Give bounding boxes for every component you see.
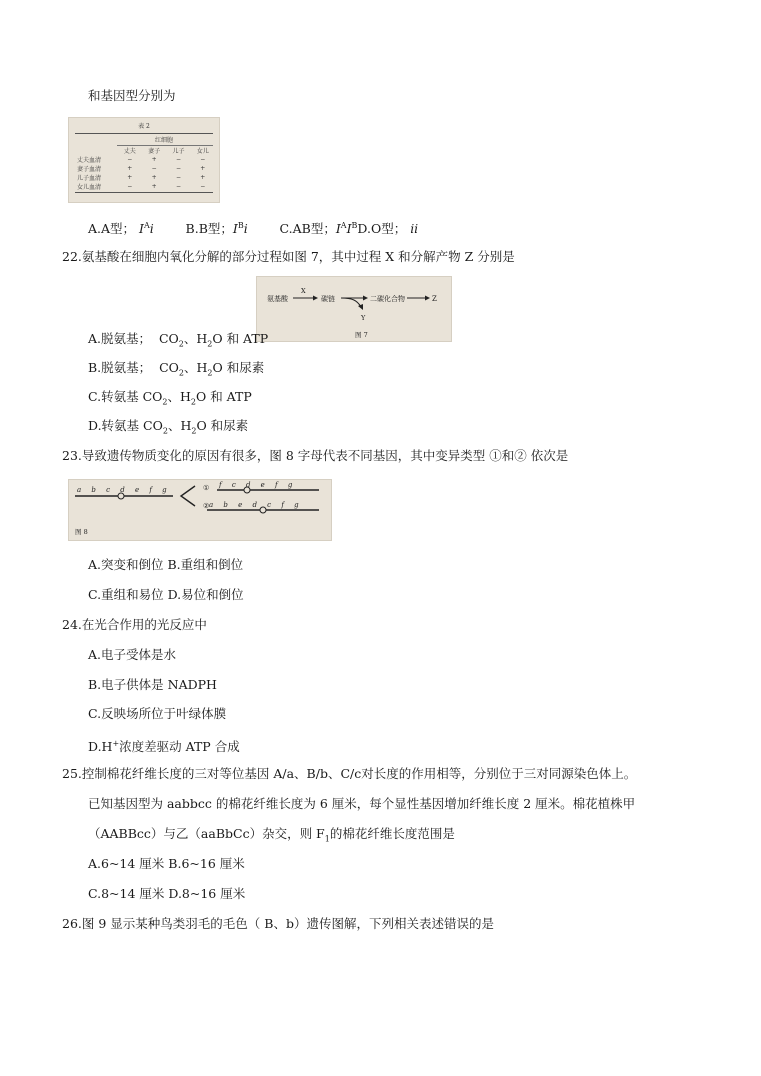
table-group-header: 红细胞 (154, 137, 173, 144)
q22-option-d: D.转氨基 $CO_2$、$H_2O$ 和尿素 (88, 418, 249, 436)
table-col-header: 丈夫 (123, 148, 136, 155)
table-cell: − (200, 156, 206, 163)
table-row (75, 182, 215, 191)
fig8-marker-2: ② (203, 502, 210, 510)
q25-line-3: （AABBcc）与乙（aaBbCc）杂交，则 $F_1$的棉花纤维长度范围是 (88, 826, 455, 844)
table-col-header (75, 146, 118, 155)
q22-option-c: C.转氨基 $CO_2$、$H_2O$ 和 ATP (88, 389, 252, 407)
q24-option-b: B.电子供体是 NADPH (88, 677, 217, 692)
q25-line-1: 25.控制棉花纤维长度的三对等位基因 A/a、B/b、C/c对长度的作用相等，分别位于三对同源染色体上。 (62, 766, 637, 781)
table-row-label: 妻子血清 (77, 166, 102, 173)
table-cell: + (151, 156, 157, 163)
figure-8-photo (68, 479, 332, 541)
figure-7-photo (256, 276, 452, 342)
fig7-label-x: X (301, 287, 306, 295)
fig8-top-genes: f c d e f g (219, 481, 297, 489)
q23-options-cd: C.重组和易位 D.易位和倒位 (88, 587, 244, 602)
q21-lead: 和基因型分别为 (88, 88, 176, 103)
q22-stem: 22.氨基酸在细胞内氧化分解的部分过程如图 7，其中过程 X 和分解产物 Z 分别是 (62, 249, 515, 264)
q22-option-b: B.脱氨基； $CO_2$、$H_2O$ 和尿素 (88, 360, 265, 378)
fig8-caption: 图 8 (75, 528, 88, 536)
table-cell: − (200, 183, 206, 190)
fig8-marker-1: ① (203, 484, 210, 492)
q23-options-ab: A.突变和倒位 B.重组和倒位 (88, 557, 244, 572)
figure-8-diagram (69, 480, 332, 541)
fig7-arrow-y (341, 298, 361, 307)
table-cell: − (127, 183, 133, 190)
table-row (75, 173, 215, 182)
table-row (75, 155, 215, 164)
fig7-caption: 图 7 (355, 331, 368, 339)
table-cell: − (175, 165, 181, 172)
fig8-bottom-genes: a b e d c f g (209, 501, 303, 509)
table-cell: − (175, 183, 181, 190)
q25-options-cd: C.8~14 厘米 D.8~16 厘米 (88, 886, 246, 901)
table-cell: + (127, 165, 133, 172)
q21-options: A.A型； $I^Ai$ B.B型；$I^Bi$ C.AB型；$I^AI^BD.O$型； ii (88, 221, 419, 237)
table-col-header: 妻子 (148, 148, 161, 155)
table-cell: − (175, 174, 181, 181)
q23-stem: 23.导致遗传物质变化的原因有很多，图 8 字母代表不同基因，其中变异类型 ①和② 依次是 (62, 448, 569, 463)
q25-line-2: 已知基因型为 aabbcc 的棉花纤维长度为 6 厘米，每个显性基因增加纤维长度 2 厘米。棉花植株甲 (88, 796, 636, 811)
table-cell: + (200, 165, 206, 172)
blood-table (75, 146, 215, 191)
q24-stem: 24.在光合作用的光反应中 (62, 617, 207, 632)
q24-option-a: A.电子受体是水 (88, 647, 177, 662)
table-row-label: 儿子血清 (77, 175, 102, 182)
table-col-header: 儿子 (172, 148, 185, 155)
table-caption: 表 2 (138, 123, 150, 130)
fig7-node-aminoacid: 氨基酸 (267, 295, 288, 303)
table-cell: − (175, 156, 181, 163)
q25-options-ab: A.6~14 厘米 B.6~16 厘米 (88, 856, 245, 871)
q24-option-c: C.反映场所位于叶绿体膜 (88, 706, 227, 721)
fig7-node-carbon: 碳链 (321, 295, 335, 303)
table-row-label: 女儿血清 (77, 184, 102, 191)
table-cell: + (127, 174, 133, 181)
table-cell: + (151, 183, 157, 190)
fig7-label-y: Y (361, 314, 366, 322)
table-row (75, 164, 215, 173)
table-cell: − (151, 165, 157, 172)
table-cell: + (200, 174, 206, 181)
figure-7-diagram (257, 277, 452, 342)
fig7-node-c2: 二碳化合物 (370, 295, 405, 303)
table-2-photo (68, 117, 220, 203)
q26-stem: 26.图 9 显示某种鸟类羽毛的毛色（ B、b）遗传图解，下列相关表述错误的是 (62, 916, 494, 931)
q22-option-a: A.脱氨基； $CO_2$、$H_2O$ 和 ATP (88, 331, 269, 349)
table-col-header: 女儿 (196, 148, 209, 155)
q24-option-d: D.H+浓度差驱动 ATP 合成 (88, 739, 240, 755)
fig8-left-genes: a b c d e f g (77, 486, 171, 494)
table-cell: − (127, 156, 133, 163)
fig8-bracket (181, 486, 195, 506)
table-row-label: 丈夫血清 (77, 157, 102, 164)
fig7-label-z: Z (432, 295, 437, 303)
table-cell: + (151, 174, 157, 181)
